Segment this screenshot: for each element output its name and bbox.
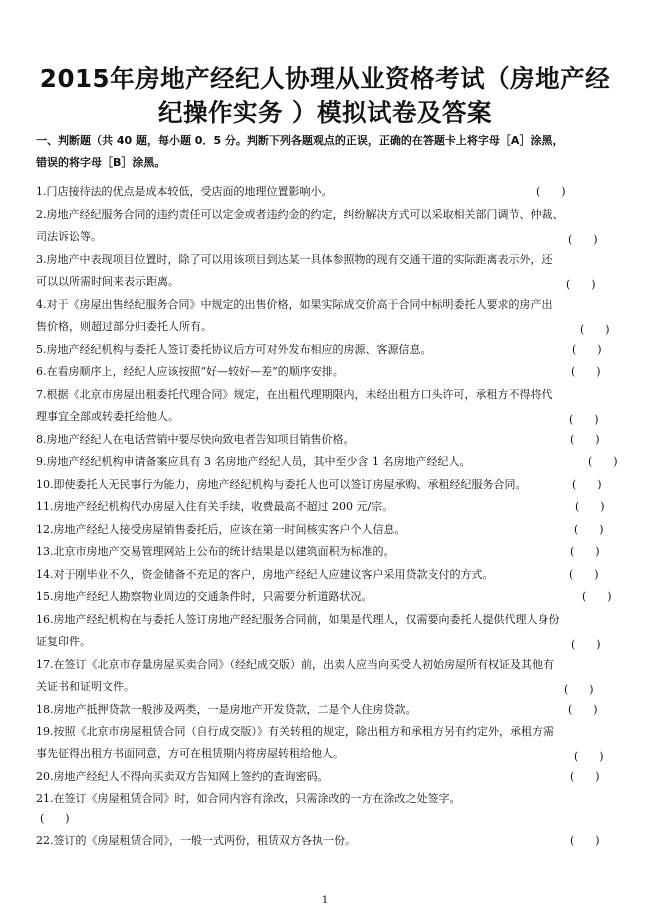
question-9-line-1: 9.房地产经纪机构申请备案应具有 3 名房地产经纪人员，其中至少含 1 名房地产经纪人。 xyxy=(36,455,471,468)
question-15-line-1: 15.房地产经纪人勘察物业周边的交通条件时，只需要分析道路状况。 xyxy=(36,590,373,603)
answer-parenthesis-19: ( ) xyxy=(574,750,604,763)
question-2-line-2: 司法诉讼等。 xyxy=(36,230,102,243)
question-7-line-2: 理事宜全部或转委托给他人。 xyxy=(36,410,179,423)
answer-parenthesis-6: ( ) xyxy=(571,365,601,378)
question-4-line-1: 4.对于《房屋出售经纪服务合同》中规定的出售价格，如果实际成交价高于合同中标明委托人要求的房产出 xyxy=(36,298,553,311)
question-16-line-1: 16.房地产经纪机构在与委托人签订房地产经纪服务合同前，如果是代理人，仅需要向委托人提供代理人身份 xyxy=(36,613,560,626)
question-3-line-1: 3.房地产中表现项目位置时，除了可以用该项目到达某一具体参照物的现有交通干道的实际距离表示外，还 xyxy=(36,253,553,266)
answer-parenthesis-15: ( ) xyxy=(582,590,612,603)
question-11-line-1: 11.房地产经纪机构代办房屋入住有关手续，收费最高不超过 200 元/宗。 xyxy=(36,500,394,513)
question-5-line-1: 5.房地产经纪机构与委托人签订委托协议后方可对外发布相应的房源、客源信息。 xyxy=(36,343,432,356)
answer-parenthesis-21: ( ) xyxy=(40,812,70,825)
question-1-line-1: 1.门店接待法的优点是成本较低，受店面的地理位置影响小。 xyxy=(36,185,333,198)
answer-parenthesis-5: ( ) xyxy=(572,343,602,356)
question-2-line-1: 2.房地产经纪服务合同的违约责任可以定金或者违约金的约定，纠纷解决方式可以采取相关部门调节、仲裁、 xyxy=(36,208,564,221)
question-18-line-1: 18.房地产抵押贷款一般涉及两类，一是房地产开发贷款，二是个人住房贷款。 xyxy=(36,703,417,716)
section-instructions xyxy=(36,130,626,174)
question-10-line-1: 10.即使委托人无民事行为能力，房地产经纪机构与委托人也可以签订房屋承购、承租经纪服务合同。 xyxy=(36,478,527,491)
question-17-line-1: 17.在签订《北京市存量房屋买卖合同》（经纪成交版）前，出卖人应当向买受人初始房屋所有权证及其他有 xyxy=(36,658,554,671)
question-16-line-2: 证复印件。 xyxy=(36,635,91,648)
answer-parenthesis-9: ( ) xyxy=(588,455,618,468)
answer-parenthesis-4: ( ) xyxy=(580,323,610,336)
answer-parenthesis-7: ( ) xyxy=(569,413,599,426)
document-title-line-2: 纪操作实务 ）模拟试卷及答案 xyxy=(157,98,493,127)
answer-parenthesis-17: ( ) xyxy=(564,683,594,696)
page-number: 1 xyxy=(321,895,329,906)
question-7-line-1: 7.根据《北京市房屋出租委托代理合同》规定，在出租代理期限内，未经出租方口头许可，承租方不得将代 xyxy=(36,388,553,401)
question-8-line-1: 8.房地产经纪人在电话营销中要尽快向致电者告知项目销售价格。 xyxy=(36,433,355,446)
question-17-line-2: 关证书和证明文件。 xyxy=(36,680,135,693)
answer-parenthesis-10: ( ) xyxy=(572,478,602,491)
question-20-line-1: 20.房地产经纪人不得向买卖双方告知网上签约的查询密码。 xyxy=(36,770,329,783)
answer-parenthesis-18: ( ) xyxy=(568,703,598,716)
answer-parenthesis-13: ( ) xyxy=(570,545,600,558)
answer-parenthesis-14: ( ) xyxy=(569,568,599,581)
question-3-line-2: 可以以所需时间来表示距离。 xyxy=(36,275,179,288)
question-12-line-1: 12.房地产经纪人接受房屋销售委托后，应该在第一时间核实客户个人信息。 xyxy=(36,523,406,536)
section-instructions-line-2: 错误的将字母［B］涂黑。 xyxy=(36,156,166,169)
document-title-line-1: 2015年房地产经纪人协理从业资格考试（房地产经 xyxy=(39,64,611,93)
question-6-line-1: 6.在看房顺序上，经纪人应该按照“好—较好—差”的顺序安排。 xyxy=(36,365,344,378)
question-19-line-1: 19.按照《北京市房屋租赁合同（自行成交版）》有关转租的规定，除出租方和承租方另有约定外，承租方需 xyxy=(36,725,554,738)
question-14-line-1: 14.对于刚毕业不久，资金储备不充足的客户，房地产经纪人应建议客户采用贷款支付的方式。 xyxy=(36,568,494,581)
answer-parenthesis-12: ( ) xyxy=(574,523,604,536)
question-22-line-1: 22.签订的《房屋租赁合同》，一般一式两份，租赁双方各执一份。 xyxy=(36,834,356,847)
answer-parenthesis-3: ( ) xyxy=(566,278,596,291)
answer-parenthesis-20: ( ) xyxy=(570,770,600,783)
question-19-line-2: 事先征得出租方书面同意，方可在租赁期内将房屋转租给他人。 xyxy=(36,747,344,760)
question-4-line-2: 售价格，则超过部分归委托人所有。 xyxy=(36,320,212,333)
answer-parenthesis-8: ( ) xyxy=(570,433,600,446)
answer-parenthesis-22: ( ) xyxy=(570,834,600,847)
answer-parenthesis-11: ( ) xyxy=(575,500,605,513)
question-21-line-1: 21.在签订《房屋租赁合同》时，如合同内容有涂改，只需涂改的一方在涂改之处签字。 xyxy=(36,792,461,805)
question-13-line-1: 13.北京市房地产交易管理网站上公布的统计结果是以建筑面积为标准的。 xyxy=(36,545,395,558)
answer-parenthesis-1: ( ) xyxy=(536,185,566,198)
section-instructions-line-1: 一、判断题（共 40 题，每小题 0．5 分。判断下列各题观点的正误，正确的在答题卡上将字母［A］涂黑， xyxy=(36,134,564,147)
answer-parenthesis-2: ( ) xyxy=(568,233,598,246)
answer-parenthesis-16: ( ) xyxy=(571,638,601,651)
